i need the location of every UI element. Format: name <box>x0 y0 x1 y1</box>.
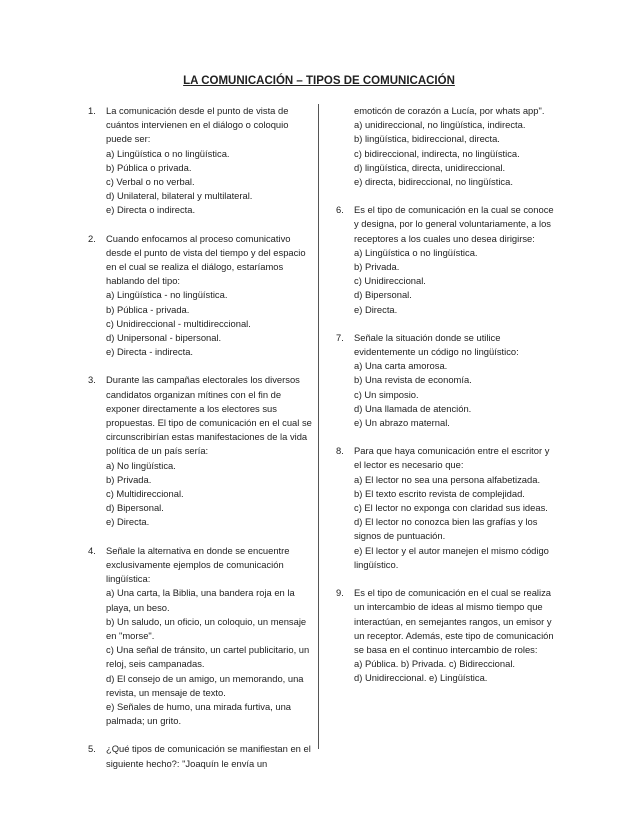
answer-option: c) Unidireccional. <box>354 275 426 287</box>
answer-option: d) Bipersonal. <box>106 502 164 514</box>
answer-option: d) Una llamada de atención. <box>354 402 472 414</box>
answer-option: e) directa, bidireccional, no lingüística. <box>354 176 513 188</box>
answer-option: a) Una carta, la Biblia, una bandera roja en la playa, un beso. <box>106 587 295 613</box>
question-stem: Señale la situación donde se utilice evidentemente un código no lingüístico: <box>354 331 519 358</box>
answer-option: b) Un saludo, un oficio, un coloquio, un mensaje en "morse". <box>106 615 307 641</box>
question-number: 8. <box>336 445 344 457</box>
answer-option: d) Unipersonal - bipersonal. <box>106 332 222 344</box>
question-item <box>88 742 313 770</box>
page-title: LA COMUNICACIÓN – TIPOS DE COMUNICACIÓN <box>183 75 455 87</box>
column-divider <box>318 104 319 749</box>
answer-option: c) Multidireccional. <box>106 488 184 500</box>
answer-option: b) Privada. <box>106 473 152 485</box>
question-number: 5. <box>88 743 96 755</box>
answer-option: c) Un simposio. <box>354 388 419 400</box>
question-number: 4. <box>88 544 96 556</box>
question-item <box>336 444 558 572</box>
question-number: 6. <box>336 204 344 216</box>
answer-option: a) No lingüística. <box>106 459 176 471</box>
question-item <box>88 232 313 360</box>
question-item <box>336 331 558 430</box>
answer-option: c) Unidireccional - multidireccional. <box>106 317 251 329</box>
question-number: 7. <box>336 331 344 343</box>
answer-option: b) Una revista de economía. <box>354 374 472 386</box>
question-item <box>88 373 313 529</box>
answer-option: e) Directa - indirecta. <box>106 346 194 358</box>
answer-option: a) El lector no sea una persona alfabetizada. <box>354 473 541 485</box>
answer-option: a) Lingüística o no lingüística. <box>106 147 230 159</box>
question-stem: ¿Qué tipos de comunicación se manifiestan en el siguiente hecho?: "Joaquín le envía un <box>106 743 311 769</box>
answer-option: e) Directa. <box>354 303 398 315</box>
question-stem: Es el tipo de comunicación en el cual se realiza un intercambio de ideas al mismo tiempo que interactúan, en semejantes rangos, un emisor y un receptor. Además, este tipo de comunicación se basa en el continuo intercambio de roles: <box>354 587 554 655</box>
answer-option: a) Pública. b) Privada. c) Bidireccional. <box>354 658 516 670</box>
answer-option: b) lingüística, bidireccional, directa. <box>354 133 500 145</box>
question-stem: Señale la alternativa en donde se encuentre exclusivamente ejemplos de comunicación lingüística: <box>106 544 290 585</box>
answer-option: d) Unilateral, bilateral y multilateral. <box>106 190 253 202</box>
answer-option: c) bidireccional, indirecta, no lingüística. <box>354 147 520 159</box>
question-item <box>88 104 313 218</box>
answer-option: d) Unidireccional. e) Lingüística. <box>354 672 488 684</box>
answer-option: d) lingüística, directa, unidireccional. <box>354 161 506 173</box>
answer-option: a) Una carta amorosa. <box>354 360 448 372</box>
question-number: 3. <box>88 374 96 386</box>
question-number: 2. <box>88 232 96 244</box>
answer-option: e) Señales de humo, una mirada furtiva, una palmada; un grito. <box>106 700 292 727</box>
answer-option: a) unidireccional, no lingüística, indirecta. <box>354 119 526 131</box>
answer-option: c) Una señal de tránsito, un cartel publicitario, un reloj, seis campanadas. <box>106 644 310 670</box>
answer-option: b) Pública - privada. <box>106 303 190 315</box>
question-stem: Para que haya comunicación entre el escritor y el lector es necesario que: <box>354 445 550 471</box>
answer-option: b) El texto escrito revista de complejidad. <box>354 487 525 499</box>
question-item <box>336 203 558 317</box>
answer-option: d) El consejo de un amigo, un memorando, una revista, un mensaje de texto. <box>106 672 304 698</box>
answer-option: e) Directa o indirecta. <box>106 204 196 216</box>
question-stem: Es el tipo de comunicación en la cual se conoce y designa, por lo general voluntariamente, a los receptores a los cuales uno desea dirigirse: <box>354 204 554 244</box>
question-stem: Cuando enfocamos al proceso comunicativo desde el punto de vista del tiempo y del espacio en el cual se realiza el diálogo, estaríamos hablando del tipo: <box>106 232 306 287</box>
answer-option: d) El lector no conozca bien las grafías y los signos de puntuación. <box>354 516 538 542</box>
answer-option: e) Un abrazo maternal. <box>354 417 450 429</box>
answer-option: b) Privada. <box>354 261 400 273</box>
answer-option: d) Bipersonal. <box>354 289 412 301</box>
question-number: 9. <box>336 587 344 599</box>
answer-option: e) Directa. <box>106 516 150 528</box>
answer-option: a) Lingüística o no lingüística. <box>354 246 478 258</box>
answer-option: e) El lector y el autor manejen el mismo código lingüístico. <box>354 544 549 570</box>
question-item <box>336 586 558 685</box>
question-stem: La comunicación desde el punto de vista de cuántos intervienen en el diálogo o coloquio puede ser: <box>106 105 289 145</box>
answer-option: b) Pública o privada. <box>106 161 192 173</box>
answer-option: c) Verbal o no verbal. <box>106 176 195 188</box>
question-stem: Durante las campañas electorales los diversos candidatos organizan mítines con el fin de exponer directamente a los electores sus propuestas. El tipo de comunicación en el cual se circunscribirían estas manifestaciones de la vida política de un país sería: <box>106 374 312 457</box>
question-stem: emoticón de corazón a Lucía, por whats app". <box>354 105 545 116</box>
question-item <box>88 544 313 729</box>
question-number: 1. <box>88 105 96 116</box>
right-column <box>336 104 558 700</box>
answer-option: c) El lector no exponga con claridad sus ideas. <box>354 502 548 514</box>
question-continuation <box>336 104 558 189</box>
left-column <box>88 104 313 785</box>
answer-option: a) Lingüística - no lingüística. <box>106 289 228 301</box>
